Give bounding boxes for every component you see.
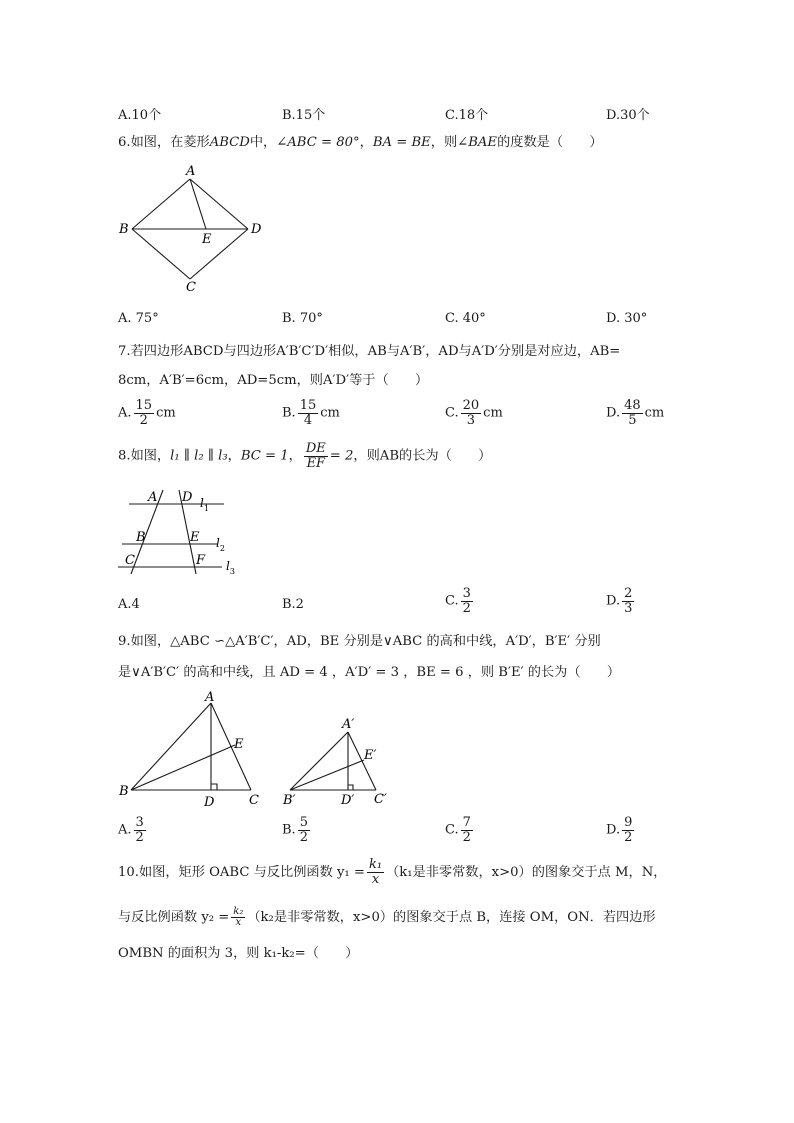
q9-option-a-frac [134, 816, 146, 844]
q9-option-c-label: C. [445, 822, 459, 838]
q8-label-b: B [136, 530, 146, 545]
q7-option-d-label: D. [606, 405, 621, 421]
q9-fig2-label-d: D′ [341, 793, 355, 808]
q10-l2-num: k₂ [233, 905, 244, 917]
q8-option-c-frac [461, 587, 473, 615]
q7-option-c [445, 399, 503, 427]
q9-option-b-den: 2 [299, 829, 308, 845]
q6-option-a: A. 75° [118, 311, 159, 326]
q7-option-d-num: 48 [624, 398, 641, 413]
q9-option-c-num: 7 [462, 815, 471, 830]
q5-option-d: D.30个 [606, 108, 650, 123]
q10-l2-post: （k₂是非零常数，x>0）的图象交于点 B，连接 OM，ON．若四边形 [247, 910, 656, 925]
q9-option-b-label: B. [282, 822, 296, 838]
q10-l2-pre: 与反比例函数 y₂ = [118, 910, 230, 925]
q10-l2-den: x [235, 917, 242, 928]
q9-fig2-label-e: E′ [364, 748, 377, 763]
q6-tail: 的度数是（ ） [497, 135, 603, 150]
q7-stem-line1: 7.若四边形ABCD与四边形A′B′C′D′相似，AB与A′B′，AD与A′D′分别是对应边，AB= [118, 344, 621, 359]
q7-option-c-frac [461, 399, 482, 427]
q9-fig1-label-d: D [204, 795, 215, 810]
q7-option-b-num: 15 [299, 398, 317, 413]
q7-stem-line2: 8cm，A′B′=6cm，AD=5cm，则A′D′等于（ ） [118, 373, 429, 388]
q8-option-d-den: 3 [624, 600, 633, 616]
q5-option-a: A.10个 [118, 108, 162, 123]
q6-label-a: A [186, 164, 196, 179]
q8-label-a: A [148, 490, 158, 505]
q9-option-d-label: D. [606, 822, 621, 838]
q7-option-c-num: 20 [462, 398, 480, 413]
q10-l1-frac [367, 858, 384, 886]
q9-option-a-num: 3 [135, 815, 144, 830]
q9-option-c-frac [461, 816, 473, 844]
q8-label-f: F [196, 553, 206, 568]
q7-option-d-unit: cm [644, 405, 665, 421]
q9-stem-line1: 9.如图，△ABC ∽△A′B′C′，AD，BE 分别是∨ABC 的高和中线，A′D′，B′E′ 分别 [118, 634, 601, 649]
q8-parallel: l₁ ∥ l₂ ∥ l₃ [170, 448, 228, 464]
q8-option-d-num: 2 [624, 586, 633, 601]
q5-option-c: C.18个 [445, 108, 489, 123]
q7-option-a-label: A. [118, 405, 132, 421]
q8-option-b: B.2 [282, 597, 304, 612]
q8-label-sub2: 2 [219, 544, 225, 553]
q7-option-a-unit: cm [156, 405, 176, 421]
q6-mid2: ，则 [430, 135, 458, 150]
q10-l2-frac [231, 907, 245, 929]
q9-option-b-frac [298, 816, 310, 844]
q8-frac-num: DE [305, 441, 326, 456]
q7-option-d [606, 399, 664, 427]
q10-l1-post: （k₁是非零常数，x>0）的图象交于点 M，N， [386, 865, 667, 880]
q8-option-c-num: 3 [462, 586, 471, 601]
q6-stem [118, 133, 603, 153]
q7-option-d-den: 5 [628, 412, 637, 428]
q8-option-c-label: C. [445, 593, 459, 609]
q6-stem-pre: 6.如图，在菱形 [118, 135, 210, 150]
q9-option-b-num: 5 [299, 815, 308, 830]
q8-option-c-den: 2 [462, 600, 471, 616]
q9-option-d-num: 9 [624, 815, 633, 830]
q8-tail: ，则AB的长为（ ） [353, 448, 492, 464]
q9-option-c [445, 816, 475, 844]
q8-label-sub3: 3 [229, 567, 235, 576]
q7-option-b-den: 4 [303, 412, 313, 428]
q8-option-c [445, 587, 475, 615]
q6-label-e: E [202, 232, 212, 247]
q10-stem-line3: OMBN 的面积为 3，则 k₁-k₂=（ ） [118, 946, 359, 961]
q8-sep: ， [227, 448, 241, 464]
q9-option-a-label: A. [118, 822, 132, 838]
q9-option-b [282, 816, 312, 844]
q6-label-d: D [251, 222, 262, 237]
q9-fig1-label-a: A [205, 690, 215, 705]
q7-option-c-den: 3 [466, 412, 476, 428]
q8-frac-den: EF [306, 455, 326, 471]
q8-option-a: A.4 [118, 597, 140, 612]
q9-option-c-den: 2 [462, 829, 471, 845]
q8-label-l: l [226, 559, 230, 573]
q6-mid1: 中， [249, 135, 277, 150]
q9-option-a [118, 816, 148, 844]
q9-fig1-label-c: C [249, 793, 259, 808]
q10-stem-line2 [118, 903, 656, 933]
q6-shape: ABCD [209, 135, 250, 150]
q9-fig2-label-c: C′ [374, 792, 387, 807]
q6-option-b: B. 70° [282, 311, 323, 326]
q7-option-a-frac [134, 399, 155, 427]
q6-option-d: D. 30° [606, 311, 648, 326]
q8-label-sub1: 1 [203, 504, 209, 513]
q10-l1-num: k₁ [368, 857, 383, 873]
q9-fig2-label-a: A′ [342, 717, 355, 732]
q8-stem [118, 442, 491, 470]
q8-label-l3 [226, 559, 235, 576]
q6-angle: ∠ABC = 80° [276, 135, 360, 150]
q5-option-b: B.15个 [282, 108, 326, 123]
q7-option-a [118, 399, 176, 427]
q10-stem-line1 [118, 858, 666, 888]
q8-option-d-label: D. [606, 593, 621, 609]
q7-option-b-label: B. [282, 405, 296, 421]
q8-frac-eq: = 2 [329, 448, 354, 464]
q7-option-b-unit: cm [320, 405, 340, 421]
q10-l1-pre: 10.如图，矩形 OABC 与反比例函数 y₁ = [118, 865, 365, 880]
q6-label-c: C [186, 280, 196, 295]
q6-label-b: B [119, 222, 129, 237]
q6-sep1: ， [359, 135, 373, 150]
q9-option-a-den: 2 [135, 829, 144, 845]
q9-stem-line2: 是∨A′B′C′ 的高和中线，且 AD = 4 ，A′D′ = 3 ，BE = 6 ，则 B′E′ 的长为（ ） [118, 665, 621, 680]
q9-fig1-label-b: B [119, 784, 129, 799]
q7-option-d-frac [622, 399, 643, 427]
q9-triangle-abc-prime [280, 712, 400, 812]
q7-option-b-frac [298, 399, 319, 427]
q8-bc: BC = 1 [240, 448, 289, 464]
q9-triangle-abc [115, 688, 275, 813]
q7-option-a-den: 2 [139, 412, 148, 428]
q9-option-d [606, 816, 636, 844]
q6-eq: BA = BE [372, 135, 431, 150]
q8-label-l2 [216, 536, 225, 553]
q8-parallel-figure [112, 484, 252, 584]
q8-label-l: l [200, 496, 204, 510]
q7-option-a-num: 15 [135, 398, 153, 413]
q8-label-c: C [125, 553, 135, 568]
q8-option-d [606, 587, 636, 615]
q8-label-d: D [182, 490, 193, 505]
q7-option-c-unit: cm [483, 405, 503, 421]
q8-frac [304, 442, 328, 470]
q7-option-b [282, 399, 340, 427]
q8-label-e: E [190, 530, 200, 545]
q9-fig2-label-b: B′ [283, 793, 296, 808]
q8-option-d-frac [622, 587, 634, 615]
q6-option-c: C. 40° [445, 311, 486, 326]
q7-option-c-label: C. [445, 405, 459, 421]
q9-fig1-label-e: E [234, 737, 244, 752]
q10-l1-den: x [371, 872, 380, 887]
q8-sep2: ， [288, 448, 302, 464]
q6-rhombus-figure [110, 162, 270, 297]
q9-option-d-frac [622, 816, 634, 844]
q8-label-l: l [216, 536, 220, 550]
q9-option-d-den: 2 [624, 829, 633, 845]
q8-label-l1 [200, 496, 209, 513]
q6-ask: ∠BAE [457, 135, 498, 150]
q8-pre: 8.如图， [118, 448, 171, 464]
